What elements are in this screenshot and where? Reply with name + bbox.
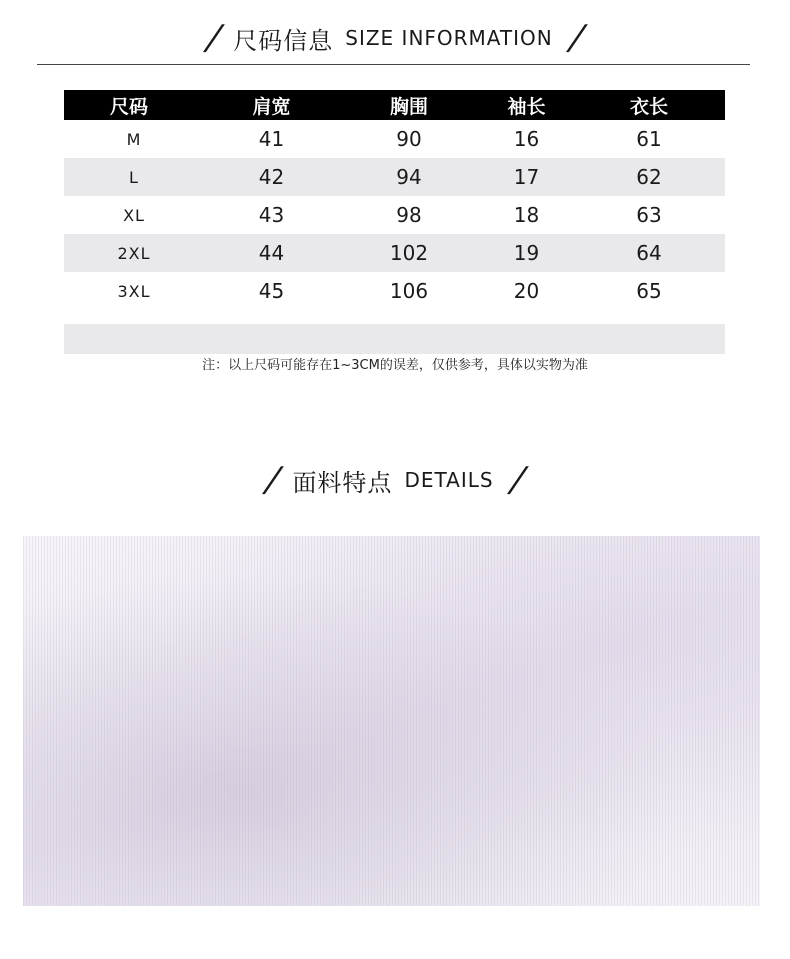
cell-sleeve: 17: [513, 165, 540, 189]
header-length: 衣长: [629, 95, 668, 118]
cell-length: 63: [636, 203, 662, 227]
details-title-cn: 面料特点: [292, 468, 393, 497]
header-size: 尺码: [109, 95, 148, 118]
size-table: [64, 90, 725, 354]
cell-size: M: [126, 129, 142, 149]
cell-length: 62: [636, 165, 662, 189]
table-row: [64, 158, 725, 196]
cell-sleeve: 18: [513, 203, 540, 227]
heading-slash-left: /: [263, 460, 282, 500]
size-title-cn: 尺码信息: [233, 26, 334, 55]
table-row: [64, 196, 725, 234]
table-row: [64, 234, 725, 272]
table-row: [64, 120, 725, 158]
cell-shoulder: 45: [258, 279, 285, 303]
header-sleeve: 袖长: [507, 95, 546, 118]
cell-shoulder: 44: [258, 241, 285, 265]
cell-length: 64: [636, 241, 662, 265]
cell-chest: 102: [389, 241, 429, 265]
cell-sleeve: 19: [513, 241, 540, 265]
table-empty-row: [64, 324, 725, 354]
cell-sleeve: 20: [513, 279, 540, 303]
cell-size: L: [129, 167, 139, 187]
cell-chest: 106: [389, 279, 429, 303]
cell-chest: 98: [396, 203, 422, 227]
cell-shoulder: 43: [258, 203, 285, 227]
details-title-en: DETAILS: [404, 468, 494, 492]
size-title-en: SIZE INFORMATION: [345, 26, 553, 50]
heading-slash-left: /: [204, 18, 223, 58]
cell-length: 61: [636, 127, 662, 151]
table-row: [64, 272, 725, 310]
cell-size: XL: [123, 205, 145, 225]
header-chest: 胸围: [389, 95, 428, 118]
header-shoulder: 肩宽: [252, 95, 291, 118]
cell-size: 2XL: [117, 243, 151, 263]
cell-size: 3XL: [117, 281, 151, 301]
cell-shoulder: 41: [258, 127, 285, 151]
heading-slash-right: /: [508, 460, 527, 500]
table-header-row: [64, 90, 725, 120]
cell-length: 65: [636, 279, 662, 303]
heading-slash-right: /: [567, 18, 586, 58]
heading-divider: [37, 64, 750, 65]
details-heading: [0, 460, 790, 500]
cell-chest: 94: [396, 165, 422, 189]
cell-chest: 90: [396, 127, 422, 151]
cell-shoulder: 42: [258, 165, 285, 189]
size-information-heading: [0, 18, 790, 58]
size-note: 注：以上尺码可能存在1~3CM的误差，仅供参考，具体以实物为准: [202, 358, 588, 373]
cell-sleeve: 16: [513, 127, 540, 151]
fabric-texture-image: [23, 536, 760, 906]
